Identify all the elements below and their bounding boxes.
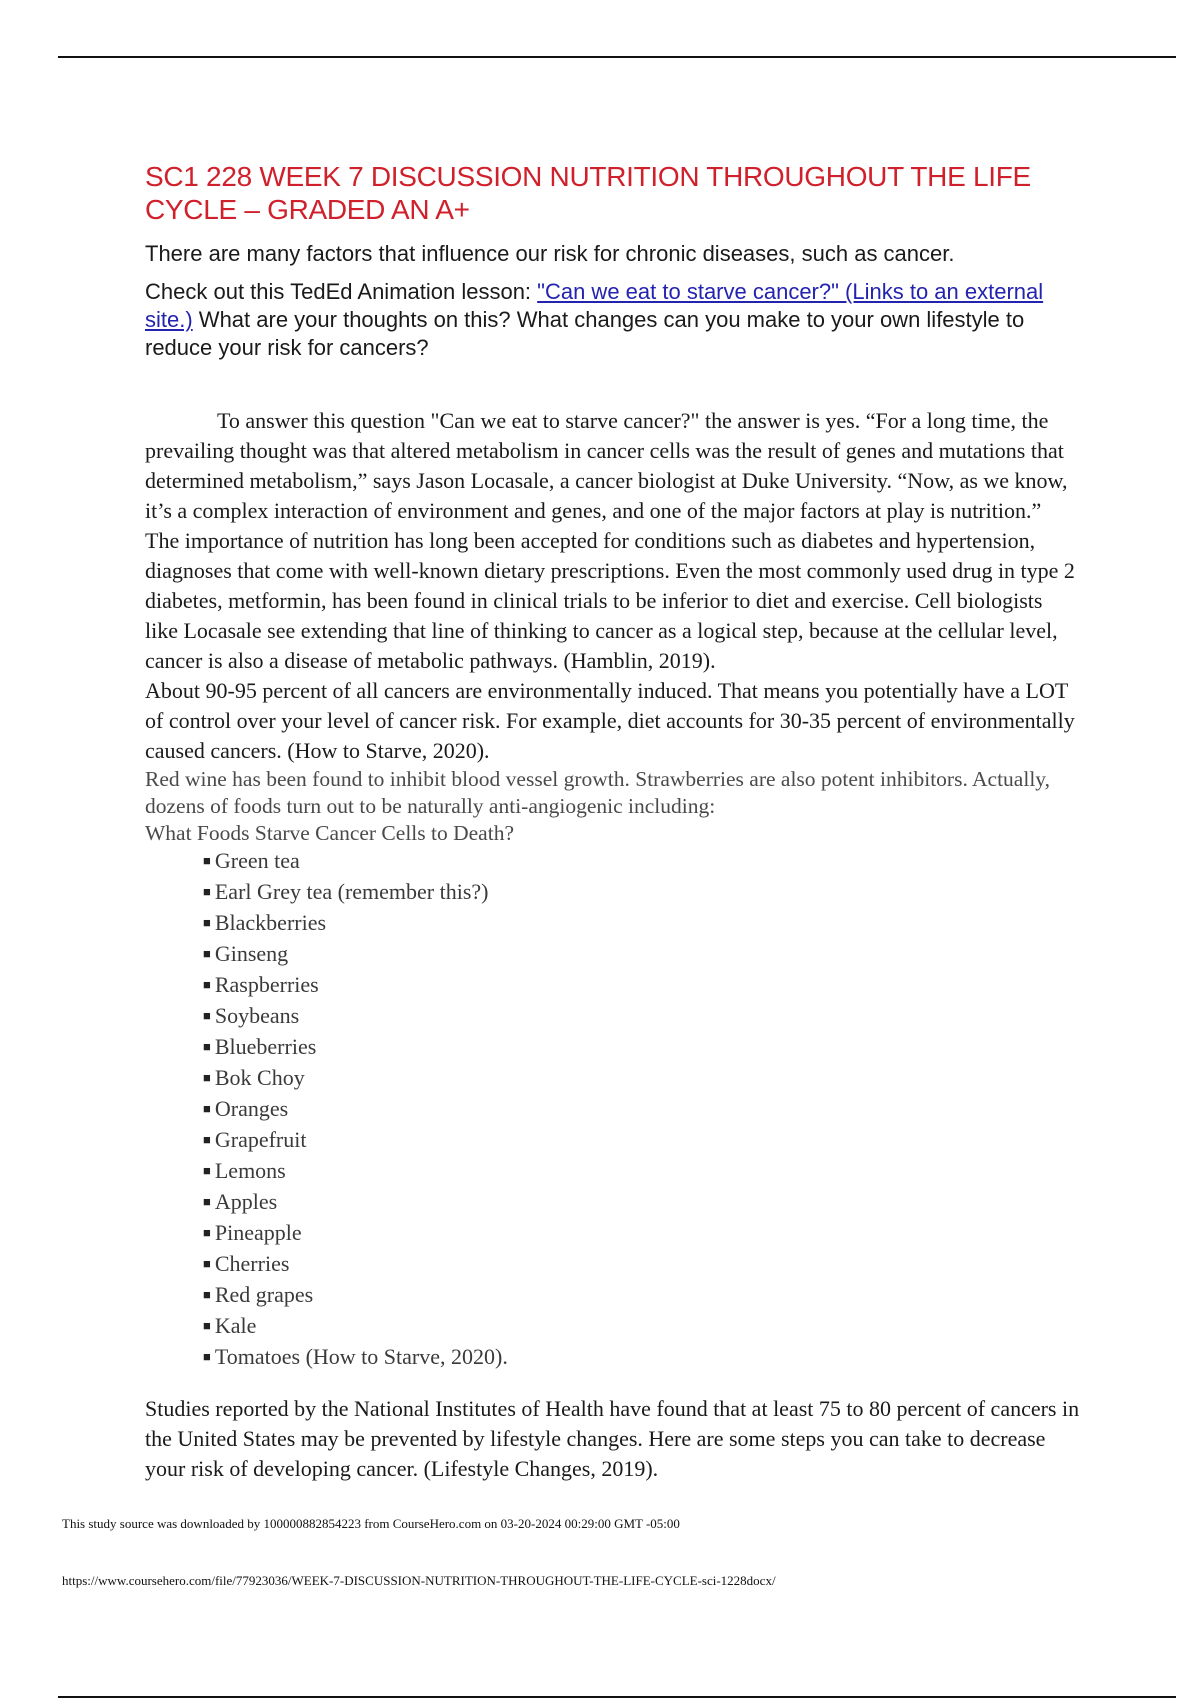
list-item [203, 1312, 1080, 1343]
list-item-label: Ginseng [214, 941, 289, 966]
list-item-label: Earl Grey tea (remember this?) [214, 879, 489, 904]
bullet-icon: ■ [203, 915, 211, 930]
list-item [203, 1250, 1080, 1281]
bottom-rule [58, 1696, 1176, 1698]
list-item-label: Cherries [214, 1251, 290, 1276]
prompt-text [145, 278, 1080, 362]
red-wine-paragraph: Red wine has been found to inhibit blood vessel growth. Strawberries are also potent inhibitors. Actually, dozens of foods turn out to be naturally anti-angiogenic including: [145, 767, 1051, 818]
list-item [203, 1126, 1080, 1157]
list-item-label: Apples [214, 1189, 278, 1214]
list-item-label: Green tea [214, 848, 300, 873]
bullet-icon: ■ [203, 884, 211, 899]
list-item-label: Raspberries [214, 972, 319, 997]
list-item-label: Blueberries [214, 1034, 317, 1059]
tedex-lesson-link[interactable]: "Can we eat to starve cancer?" (Links to an external site.) [145, 279, 1044, 332]
list-item [203, 1219, 1080, 1250]
list-item [203, 1343, 1080, 1374]
download-note: This study source was downloaded by 100000882854223 from CourseHero.com on 03-20-2024 00:29:00 GMT -05:00 [62, 1516, 680, 1531]
answer-paragraph: To answer this question "Can we eat to starve cancer?" the answer is yes. “For a long time, the prevailing thought was that altered metabolism in cancer cells was the result of genes and mutations that determined metabolism,” says Jason Locasale, a cancer biologist at Duke University. “Now, as we know, it’s a complex interaction of environment and genes, and one of the major factors at play is nutrition.” The importance of nutrition has long been accepted for conditions such as diabetes and hypertension, diagnoses that come with well-known dietary prescriptions. Even the most commonly used drug in type 2 diabetes, metformin, has been found in clinical trials to be inferior to diet and exercise. Cell biologists like Locasale see extending that line of thinking to cancer as a logical step, because at the cellular level, cancer is also a disease of metabolic pathways. (Hamblin, 2019). [145, 408, 1075, 673]
source-url: https://www.coursehero.com/file/77923036/WEEK-7-DISCUSSION-NUTRITION-THROUGHOUT-THE-LIFE-CYCLE-sci-1228docx/ [62, 1573, 776, 1588]
prompt-before-link: Check out this TedEd Animation lesson: [145, 279, 538, 304]
list-item [203, 1095, 1080, 1126]
list-item [203, 909, 1080, 940]
bullet-icon: ■ [203, 1039, 211, 1054]
list-item [203, 1281, 1080, 1312]
prompt-after-link: What are your thoughts on this? What changes can you make to your own lifestyle to reduce your risk for cancers? [145, 307, 1025, 360]
list-item-label: Pineapple [214, 1220, 302, 1245]
list-item-label: Kale [214, 1313, 257, 1338]
food-list-heading: What Foods Starve Cancer Cells to Death? [145, 821, 514, 845]
list-item [203, 1002, 1080, 1033]
bullet-icon: ■ [203, 1194, 211, 1209]
studies-paragraph: Studies reported by the National Institutes of Health have found that at least 75 to 80 percent of cancers in the United States may be prevented by lifestyle changes. Here are some steps you can take to decrease your risk of developing cancer. (Lifestyle Changes, 2019). [145, 1396, 1080, 1481]
list-item-label: Bok Choy [214, 1065, 305, 1090]
bullet-icon: ■ [203, 1287, 211, 1302]
list-item-label: Oranges [214, 1096, 289, 1121]
list-item [203, 847, 1080, 878]
environment-paragraph: About 90-95 percent of all cancers are environmentally induced. That means you potentially have a LOT of control over your level of cancer risk. For example, diet accounts for 30-35 percent of environmentally caused cancers. (How to Starve, 2020). [145, 678, 1075, 763]
list-item-label: Grapefruit [214, 1127, 307, 1152]
list-item [203, 1064, 1080, 1095]
bullet-icon: ■ [203, 1070, 211, 1085]
list-item [203, 971, 1080, 1002]
bullet-icon: ■ [203, 1163, 211, 1178]
list-item-label: Blackberries [214, 910, 327, 935]
top-rule [58, 56, 1176, 58]
list-item-label: Lemons [214, 1158, 286, 1183]
list-item-label: Tomatoes (How to Starve, 2020). [214, 1344, 508, 1369]
bullet-icon: ■ [203, 1132, 211, 1147]
bullet-icon: ■ [203, 1008, 211, 1023]
bullet-icon: ■ [203, 1349, 211, 1364]
bullet-icon: ■ [203, 946, 211, 961]
bullet-icon: ■ [203, 1318, 211, 1333]
bullet-icon: ■ [203, 853, 211, 868]
list-item [203, 940, 1080, 971]
bullet-icon: ■ [203, 1101, 211, 1116]
bullet-icon: ■ [203, 1225, 211, 1240]
list-item [203, 1157, 1080, 1188]
list-item-label: Soybeans [214, 1003, 300, 1028]
intro-text: There are many factors that influence our risk for chronic diseases, such as cancer. [145, 241, 955, 266]
list-item [203, 878, 1080, 909]
document-title: SC1 228 WEEK 7 DISCUSSION NUTRITION THROUGHOUT THE LIFE CYCLE – GRADED AN A+ [145, 161, 1031, 225]
bullet-icon: ■ [203, 977, 211, 992]
list-item [203, 1033, 1080, 1064]
food-list [145, 847, 1080, 1374]
bullet-icon: ■ [203, 1256, 211, 1271]
document-body [145, 160, 1080, 1484]
list-item [203, 1188, 1080, 1219]
list-item-label: Red grapes [214, 1282, 314, 1307]
